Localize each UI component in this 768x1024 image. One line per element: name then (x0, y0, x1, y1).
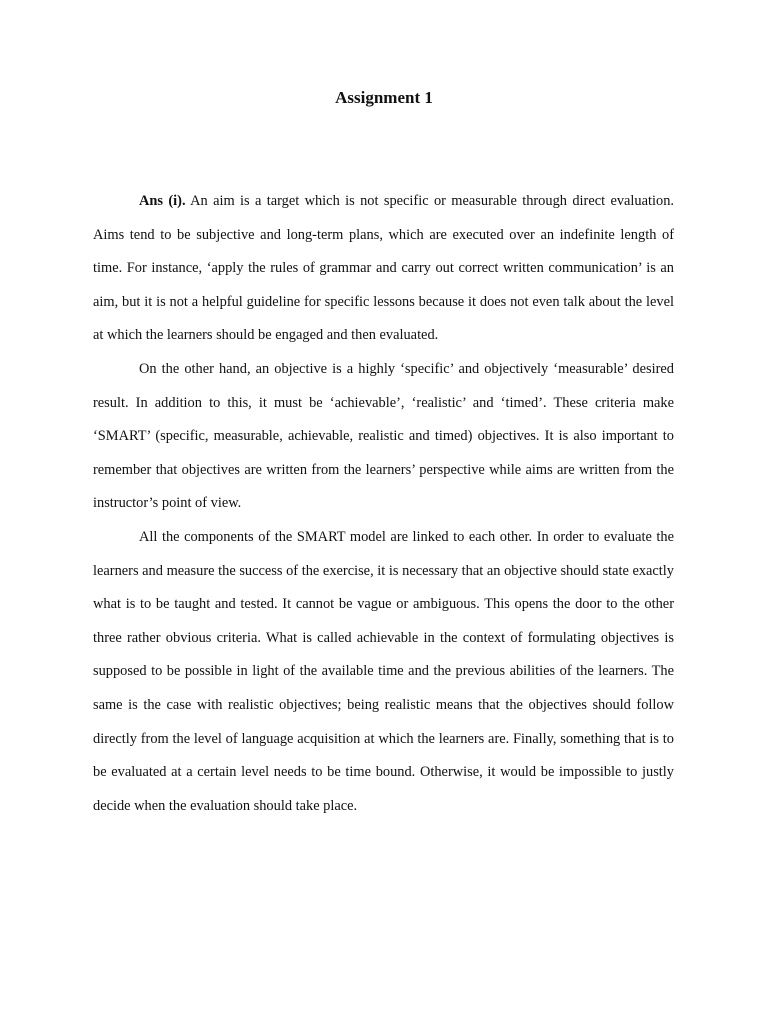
paragraph-answer-i (93, 185, 674, 353)
document-body (93, 185, 674, 823)
answer-label: Ans (i). (139, 193, 186, 209)
paragraph-text: All the components of the SMART model are linked to each other. In order to evaluate the learners and measure the success of the exercise, it is necessary that an objective should state exactly what is to be taught and tested. It cannot be vague or ambiguous. This opens the door to the other three rather obvious criteria. What is called achievable in the context of formulating objectives is supposed to be possible in light of the available time and the previous abilities of the learners. The same is the case with realistic objectives; being realistic means that the objectives should follow directly from the level of language acquisition at which the learners are. Finally, something that is to be evaluated at a certain level needs to be time bound. Otherwise, it would be impossible to justly decide when the evaluation should take place. (93, 528, 674, 814)
paragraph-text: An aim is a target which is not specific or measurable through direct evaluation. Aims tend to be subjective and long-term plans, which are executed over an indefinite length of time. For instance, ‘apply the rules of grammar and carry out correct written communication’ is an aim, but it is not a helpful guideline for specific lessons because it does not even talk about the level at which the learners should be engaged and then evaluated. (93, 193, 674, 344)
paragraph-objective (93, 353, 674, 521)
paragraph-text: On the other hand, an objective is a highly ‘specific’ and objectively ‘measurable’ desired result. In addition to this, it must be ‘achievable’, ‘realistic’ and ‘timed’. These criteria make ‘SMART’ (specific, measurable, achievable, realistic and timed) objectives. It is also important to remember that objectives are written from the learners’ perspective while aims are written from the instructor’s point of view. (93, 360, 674, 512)
paragraph-smart-model (93, 521, 674, 823)
document-title: Assignment 1 (335, 88, 433, 107)
